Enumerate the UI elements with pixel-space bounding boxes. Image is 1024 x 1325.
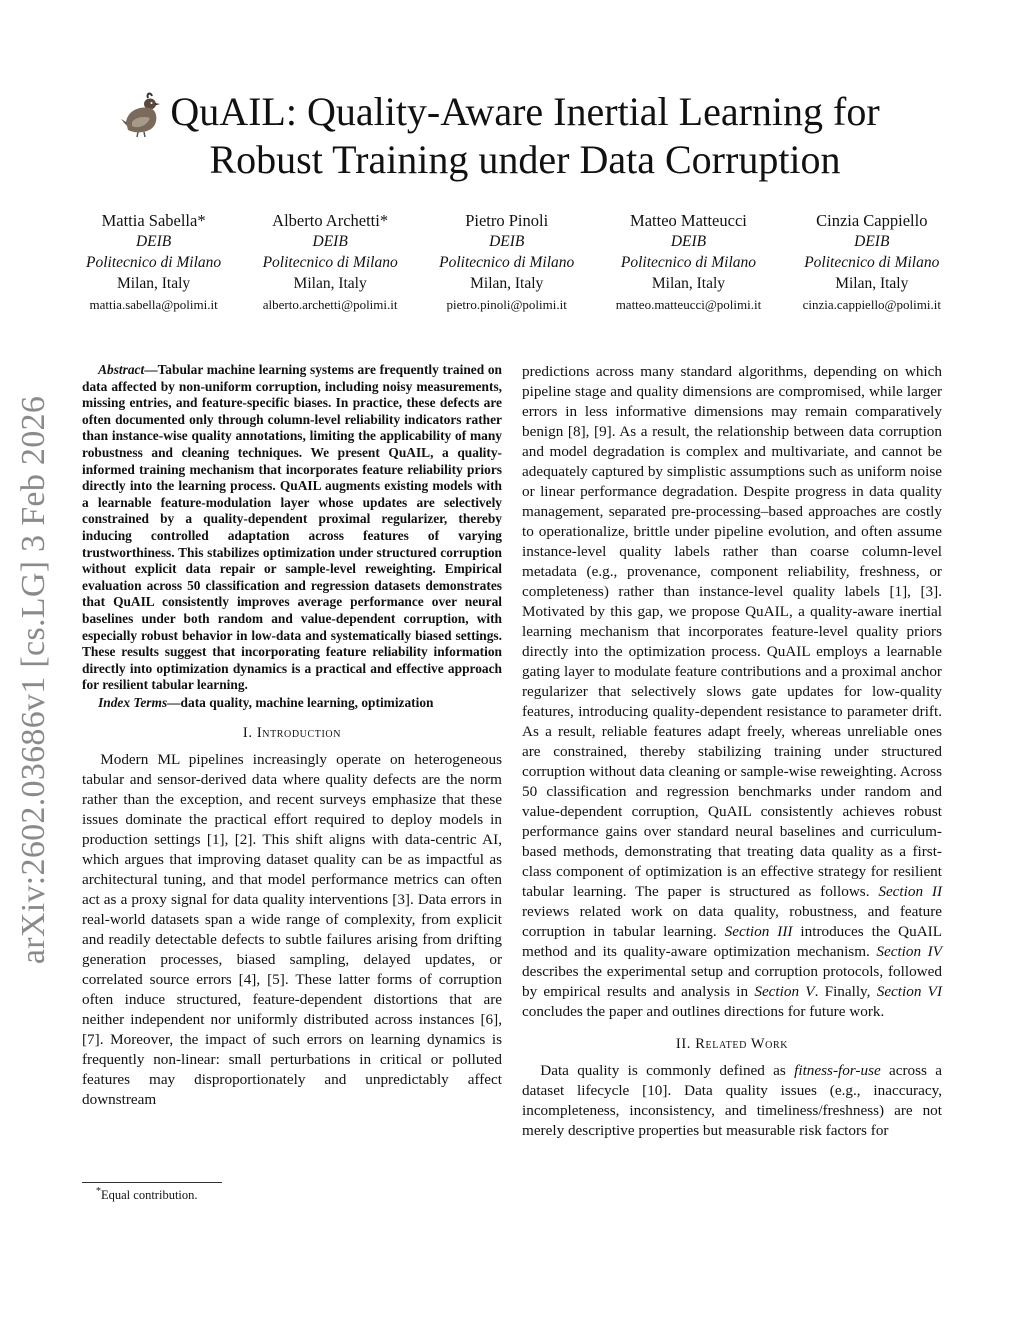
section-ref: Section II	[878, 883, 942, 900]
author-institution: Politecnico di Milano	[804, 254, 940, 271]
author-dept: DEIB	[312, 233, 348, 250]
left-column	[82, 362, 502, 1110]
intro-paragraph-continued	[522, 362, 942, 1022]
footnote	[96, 1186, 198, 1203]
title-line-2: Robust Training under Data Corruption	[209, 137, 841, 182]
emphasis-term: fitness-for-use	[794, 1062, 881, 1079]
author-institution: Politecnico di Milano	[262, 254, 398, 271]
section-ref: Section IV	[876, 943, 942, 960]
related-work-paragraph	[522, 1061, 942, 1141]
related-text: across a dataset lifecycle [10]. Data quality issues (e.g., inaccuracy, incompleteness, inconsistency, and timeliness/freshness) are not merely descriptive properties but measurable risk factors for	[522, 1062, 942, 1139]
abstract-label: Abstract	[98, 362, 145, 377]
arxiv-id-text: arXiv:2602.03686v1 [cs.LG] 3 Feb 2026	[15, 395, 52, 965]
author-institution: Politecnico di Milano	[620, 254, 757, 271]
author-city: Milan, Italy	[651, 275, 726, 292]
author-city: Milan, Italy	[116, 275, 191, 292]
author-dept: DEIB	[135, 233, 172, 250]
author-email[interactable]: matteo.matteucci@polimi.it	[615, 297, 762, 312]
section-heading-related-work	[522, 1036, 942, 1053]
author-block	[263, 210, 398, 315]
intro-text: reviews related work on data quality, robustness, and feature corruption in tabular learning.	[522, 903, 942, 940]
intro-paragraph: Modern ML pipelines increasingly operate on heterogeneous tabular and sensor-derived data where quality defects are the norm rather than the exception, and recent surveys emphasize that these issues dominate the practical effort required to deploy models in production settings [1], [2]. This shift aligns with data-centric AI, which argues that improving dataset quality can be as impactful as architectural tuning, and that model performance metrics can often act as a proxy signal for data quality interventions [3]. Data errors in real-world datasets span a wide range of complexity, from explicit and readily detectable defects to subtle failures arising from drifting generation processes, biased sampling, delayed updates, or correlated source errors [4], [5]. These latter forms of corruption often induce structured, feature-dependent distortions that are neither independent nor uniformly distributed across instances [6], [7]. Moreover, the impact of such errors on learning dynamics is frequently non-linear: small perturbations in critical or polluted features may disproportionately and unpredictably affect downstream	[82, 750, 502, 1108]
author-name: Pietro Pinoli	[465, 211, 549, 230]
intro-text: . Finally,	[814, 983, 877, 1000]
author-name: Cinzia Cappiello	[816, 211, 928, 230]
index-terms	[82, 694, 502, 711]
author-city: Milan, Italy	[835, 275, 909, 292]
author-list	[86, 210, 941, 315]
author-institution: Politecnico di Milano	[86, 254, 222, 271]
intro-text: predictions across many standard algorithms, depending on which pipeline stage and quality dimensions are compromised, while larger errors in less informative dimensions may remain comparatively benign [8], [9]. As a result, the relationship between data corruption and model degradation is complex and multivariate, and cannot be adequately captured by simplistic assumptions such as uniform noise or linear performance degradation. Despite progress in data quality management, separated pre-processing–based approaches are costly to operationalize, brittle under pipeline evolution, and often assume instance-level quality labels rather than coarse column-level metadata (e.g., provenance, component reliability, freshness, or completeness) rather than instance-level quality labels [1], [3]. Motivated by this gap, we propose QuAIL, a quality-aware inertial learning mechanism that incorporates feature-level quality priors directly into the optimization process. QuAIL employs a learnable gating layer to modulate feature contributions and a proximal anchor regularizer that selectively slows gate updates for low-quality features, introducing quality-dependent resistance to parameter drift. As a result, reliable features adapt freely, whereas unreliable ones are constrained, thereby stabilizing training under structured corruption without data cleaning or sample-wise reweighting. Across 50 classification and regression benchmarks under random and value-dependent corruption, QuAIL consistently achieves robust performance gains over standard neural baselines and curriculum-based methods, demonstrating that treating data quality as a first-class component of optimization is an effective strategy for resilient tabular learning. The paper is structured as follows.	[522, 363, 942, 900]
index-terms-text: —data quality, machine learning, optimization	[167, 694, 434, 710]
author-email[interactable]: cinzia.cappiello@polimi.it	[802, 297, 941, 312]
author-block	[616, 210, 762, 315]
author-email[interactable]: pietro.pinoli@polimi.it	[446, 297, 567, 312]
author-name: Matteo Matteucci	[630, 211, 747, 230]
section-heading-introduction	[82, 725, 502, 742]
section-ref: Section VI	[876, 983, 943, 1000]
footnote-text: Equal contribution.	[101, 1188, 198, 1203]
section-ref: Section V	[754, 983, 815, 1000]
right-column	[522, 362, 942, 1141]
intro-text: describes the experimental setup and corruption protocols, followed by empirical results and analysis in	[522, 963, 942, 1000]
footnote-mark: *	[96, 1186, 101, 1197]
abstract-text: —Tabular machine learning systems are frequently trained on data affected by non-uniform corruption, including noisy measurements, missing entries, and feature-specific biases. In practice, these defects are often documented only through column-level reliability indicators rather than instance-wise quality annotations, limiting the applicability of many robustness and cleaning techniques. We present QuAIL, a quality-informed training mechanism that incorporates feature reliability priors directly into the learning process. QuAIL augments existing models with a learnable feature-modulation layer whose updates are selectively constrained by a quality-dependent proximal regularizer, thereby inducing controlled adaptation across features of varying trustworthiness. This stabilizes optimization under structured corruption without explicit data repair or sample-level reweighting. Empirical evaluation across 50 classification and regression datasets demonstrates that QuAIL consistently improves average performance over neural baselines under both random and value-dependent corruption, with especially robust behavior in low-data and systematically biased settings. These results suggest that incorporating feature reliability information directly into optimization dynamics is a practical and effective approach for resilient tabular learning.	[82, 362, 502, 693]
author-email[interactable]: alberto.archetti@polimi.it	[262, 297, 398, 312]
intro-text: introduces the QuAIL method and its quality-aware optimization mechanism.	[522, 923, 942, 960]
related-text: Data quality is commonly defined as	[540, 1062, 795, 1079]
author-name: Mattia Sabella*	[101, 211, 206, 230]
author-dept: DEIB	[489, 233, 525, 250]
author-dept: DEIB	[854, 233, 890, 250]
author-block	[439, 210, 574, 315]
author-city: Milan, Italy	[470, 275, 544, 292]
author-institution: Politecnico di Milano	[439, 254, 575, 271]
author-dept: DEIB	[670, 233, 707, 250]
section-number: I.	[242, 724, 253, 741]
author-city: Milan, Italy	[293, 275, 367, 292]
paper-title	[110, 88, 940, 184]
arxiv-identifier	[14, 380, 54, 980]
author-block	[86, 210, 221, 315]
index-terms-label: Index Terms	[98, 694, 168, 710]
quail-bird-icon	[120, 92, 164, 138]
section-title: Introduction	[256, 724, 342, 741]
author-block	[803, 210, 941, 315]
title-line-1: QuAIL: Quality-Aware Inertial Learning for	[170, 89, 880, 134]
section-number: II.	[675, 1036, 692, 1052]
author-email[interactable]: mattia.sabella@polimi.it	[89, 297, 218, 312]
intro-text: concludes the paper and outlines directions for future work.	[522, 1003, 885, 1020]
section-title: Related Work	[695, 1036, 789, 1052]
footnote-divider	[82, 1182, 222, 1183]
author-name: Alberto Archetti*	[272, 211, 389, 230]
abstract	[82, 362, 502, 694]
section-ref: Section III	[724, 923, 793, 940]
